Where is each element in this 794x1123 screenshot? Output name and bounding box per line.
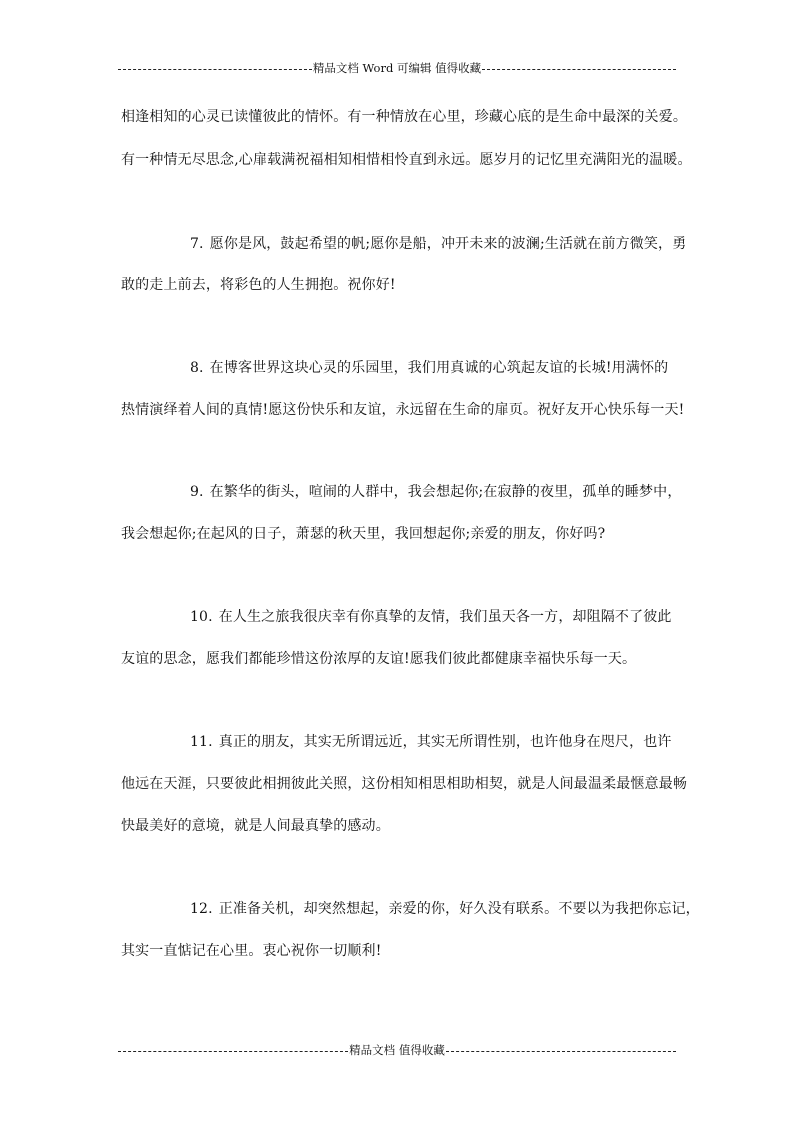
item-9-first-line xyxy=(190,483,680,501)
item-10-line-2: 友谊的思念，愿我们都能珍惜这份浓厚的友谊!愿我们彼此都健康幸福快乐每一天。 xyxy=(121,651,637,667)
item-number: 9. xyxy=(190,484,204,500)
item-number: 11. xyxy=(190,734,213,750)
item-9-line-2: 我会想起你;在起风的日子，萧瑟的秋天里，我回想起你;亲爱的朋友，你好吗? xyxy=(121,526,606,542)
item-7-first-line xyxy=(190,235,687,253)
item-12-first-line xyxy=(190,900,700,918)
header-rule-left xyxy=(118,69,312,70)
item-number: 12. xyxy=(190,901,213,917)
item-text: 在博客世界这块心灵的乐园里，我们用真诚的心筑起友谊的长城!用满怀的 xyxy=(209,360,669,376)
page-footer xyxy=(118,1043,676,1057)
footer-text: 精品文档 值得收藏 xyxy=(349,1043,445,1057)
item-11-line-3: 快最美好的意境，就是人间最真挚的感动。 xyxy=(121,818,390,834)
item-text: 在人生之旅我很庆幸有你真挚的友情，我们虽天各一方，却阻隔不了彼此 xyxy=(218,609,672,625)
header-text: 精品文档 Word 可编辑 值得收藏 xyxy=(312,61,482,75)
header-rule-right xyxy=(482,69,676,70)
page-header xyxy=(118,61,676,75)
item-11-first-line xyxy=(190,733,680,751)
footer-rule-left xyxy=(118,1051,348,1052)
item-number: 8. xyxy=(190,360,204,376)
item-12-line-2: 其实一直惦记在心里。衷心祝你一切顺利! xyxy=(121,943,382,959)
item-text: 愿你是风，鼓起希望的帆;愿你是船，冲开未来的波澜;生活就在前方微笑，勇 xyxy=(209,236,687,252)
footer-rule-right xyxy=(446,1051,676,1052)
item-8-first-line xyxy=(190,359,680,377)
item-10-first-line xyxy=(190,608,680,626)
intro-line-2: 有一种情无尽思念,心扉载满祝福相知相惜相怜直到永远。愿岁月的记忆里充满阳光的温暖。 xyxy=(121,152,692,168)
item-11-line-2: 他远在天涯，只要彼此相拥彼此关照，这份相知相思相助相契，就是人间最温柔最惬意最畅 xyxy=(121,776,687,792)
item-number: 10. xyxy=(190,609,213,625)
item-text: 正准备关机，却突然想起，亲爱的你，好久没有联系。不要以为我把你忘记， xyxy=(218,901,700,917)
intro-line-1: 相逢相知的心灵已读懂彼此的情怀。有一种情放在心里，珍藏心底的是生命中最深的关爱。 xyxy=(121,109,687,125)
item-7-line-2: 敢的走上前去，将彩色的人生拥抱。祝你好! xyxy=(121,277,396,293)
item-text: 真正的朋友，其实无所谓远近，其实无所谓性别，也许他身在咫尺，也许 xyxy=(218,734,672,750)
item-8-line-2: 热情演绎着人间的真情!愿这份快乐和友谊，永远留在生命的扉页。祝好友开心快乐每一天! xyxy=(121,402,685,418)
item-number: 7. xyxy=(190,236,204,252)
item-text: 在繁华的街头，喧闹的人群中，我会想起你;在寂静的夜里，孤单的睡梦中， xyxy=(209,484,682,500)
